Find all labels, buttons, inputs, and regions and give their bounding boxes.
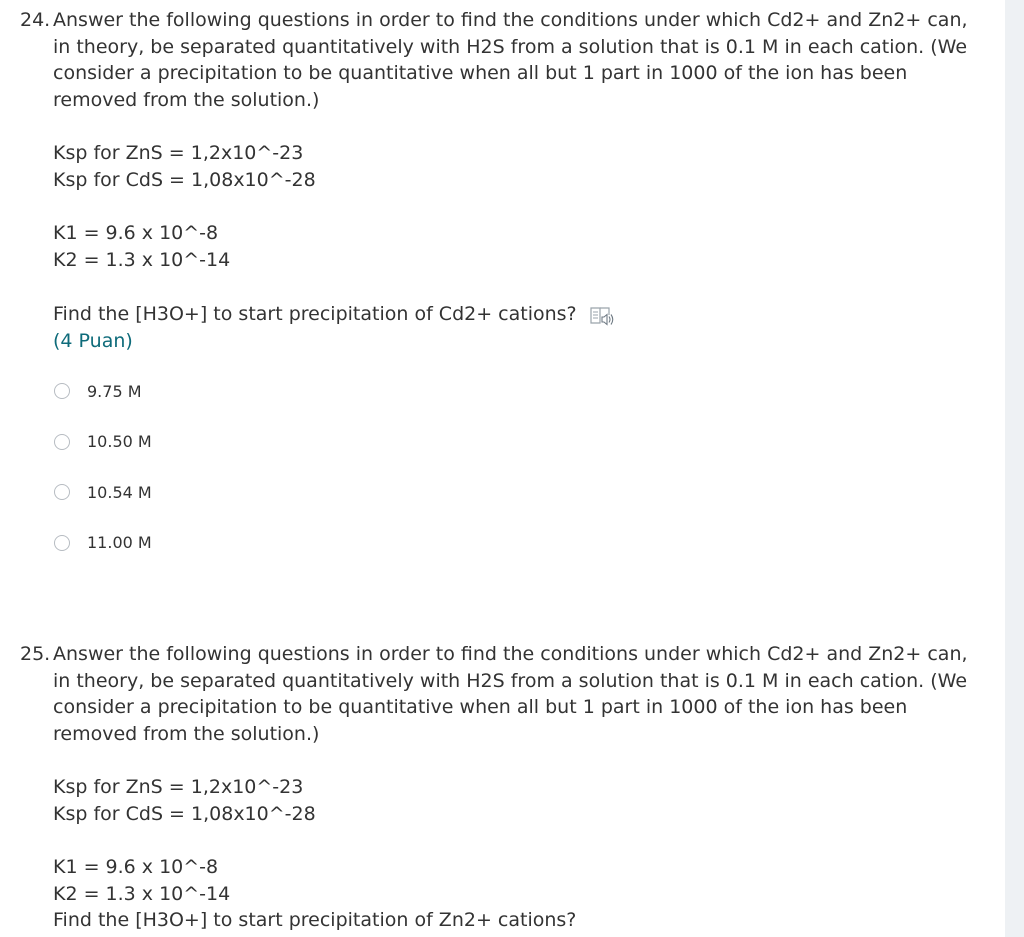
- answer-option[interactable]: [54, 417, 980, 468]
- question-intro-line: consider a precipitation to be quantitative when all but 1 part in 1000 of the ion has been: [53, 696, 908, 718]
- question-prompt: Find the [H3O+] to start precipitation of Cd2+ cations?: [53, 303, 577, 325]
- question-25: [20, 641, 980, 934]
- answer-option-label: 9.75 M: [87, 381, 142, 401]
- question-intro-line: consider a precipitation to be quantitative when all but 1 part in 1000 of the ion has been: [53, 62, 908, 84]
- ksp-block: [20, 774, 980, 827]
- ksp-zns: Ksp for ZnS = 1,2x10^-23: [53, 776, 304, 798]
- question-header: [20, 7, 980, 113]
- answer-option-label: 10.50 M: [87, 432, 152, 452]
- k2-value: K2 = 1.3 x 10^-14: [53, 882, 231, 905]
- k1-value: K1 = 9.6 x 10^-8: [53, 856, 219, 878]
- right-scroll-panel: [1005, 0, 1024, 937]
- radio-button[interactable]: [54, 383, 70, 399]
- k2-value: K2 = 1.3 x 10^-14: [53, 248, 231, 271]
- question-intro-line: in theory, be separated quantitatively with H2S from a solution that is 0.1 M in each cation. (We: [53, 669, 968, 692]
- answer-option[interactable]: [54, 518, 980, 569]
- question-intro-line: removed from the solution.): [53, 722, 320, 745]
- question-intro-line: Answer the following questions in order to find the conditions under which Cd2+ and Zn2+ can,: [53, 643, 968, 665]
- k1-value: K1 = 9.6 x 10^-8: [53, 222, 219, 244]
- question-points: (4 Puan): [53, 329, 133, 352]
- question-prompt: Find the [H3O+] to start precipitation of Zn2+ cations?: [53, 909, 577, 931]
- ksp-cds: Ksp for CdS = 1,08x10^-28: [53, 168, 316, 191]
- question-number: 24.: [20, 9, 51, 31]
- k-block: [20, 220, 980, 273]
- ksp-cds: Ksp for CdS = 1,08x10^-28: [53, 802, 316, 825]
- question-24: [20, 7, 980, 568]
- question-number: 25.: [20, 643, 51, 665]
- answer-option[interactable]: [54, 467, 980, 518]
- ksp-block: [20, 140, 980, 193]
- radio-button[interactable]: [54, 434, 70, 450]
- ksp-zns: Ksp for ZnS = 1,2x10^-23: [53, 142, 304, 164]
- immersive-reader-icon[interactable]: [589, 304, 615, 326]
- answer-option-label: 10.54 M: [87, 482, 152, 502]
- k-block: [20, 854, 980, 934]
- answer-option[interactable]: [54, 366, 980, 417]
- answer-options: [20, 366, 980, 568]
- question-prompt-block: [20, 301, 980, 354]
- question-header: [20, 641, 980, 747]
- question-intro-line: in theory, be separated quantitatively with H2S from a solution that is 0.1 M in each cation. (We: [53, 35, 968, 58]
- question-intro-line: removed from the solution.): [53, 88, 320, 111]
- answer-option-label: 11.00 M: [87, 533, 152, 553]
- radio-button[interactable]: [54, 484, 70, 500]
- question-intro-line: Answer the following questions in order to find the conditions under which Cd2+ and Zn2+ can,: [53, 9, 968, 31]
- radio-button[interactable]: [54, 535, 70, 551]
